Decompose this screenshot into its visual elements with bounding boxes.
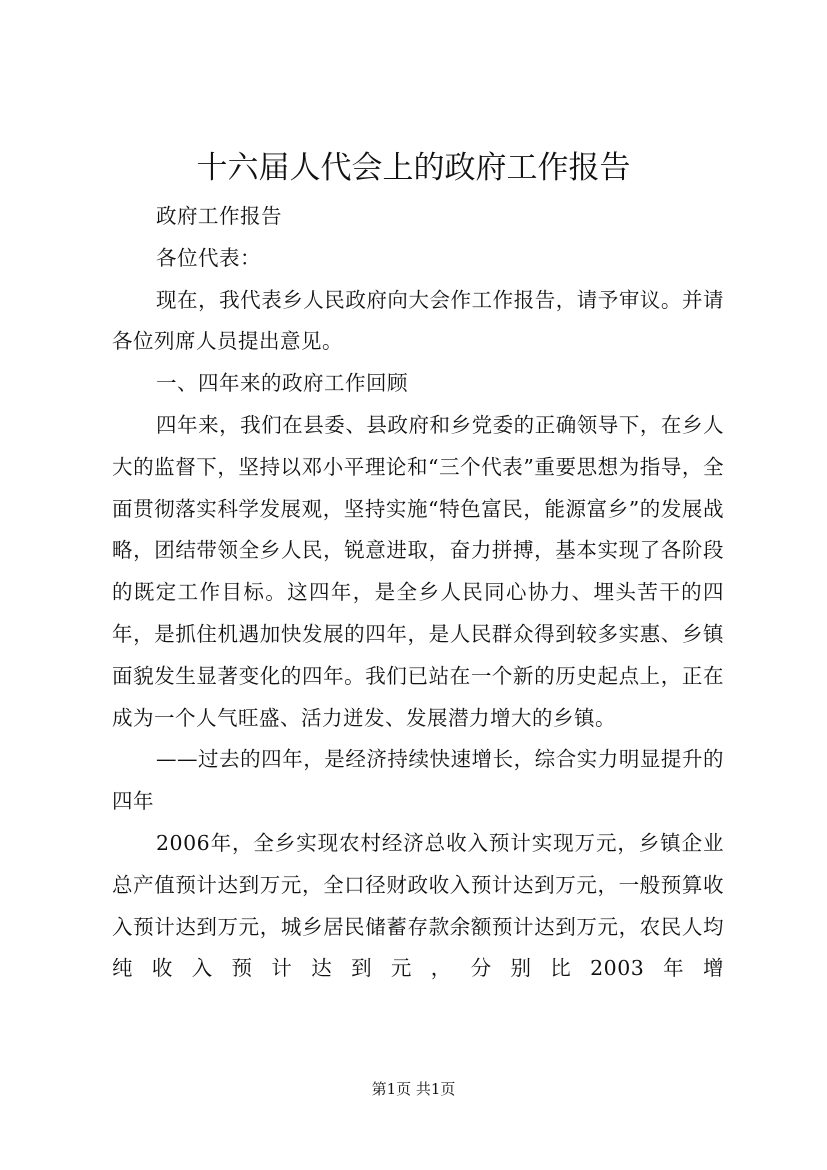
document-body xyxy=(112,196,724,990)
paragraph-review: 四年来，我们在县委、县政府和乡党委的正确领导下，在乡人大的监督下，坚持以邓小平理论和“三个代表”重要思想为指导，全面贯彻落实科学发展观，坚持实施“特色富民，能源富乡”的发展战略，团结带领全乡人民，锐意进取，奋力拼搏，基本实现了各阶段的既定工作目标。这四年，是全乡人民同心协力、埋头苦干的四年，是抓住机遇加快发展的四年，是人民群众得到较多实惠、乡镇面貌发生显著变化的四年。我们已站在一个新的历史起点上，正在成为一个人气旺盛、活力迸发、发展潜力增大的乡镇。 xyxy=(112,412,724,730)
paragraph-section-heading: 一、四年来的政府工作回顾 xyxy=(156,371,408,396)
paragraph-subtitle: 政府工作报告 xyxy=(156,204,282,228)
paragraph-opening: 现在，我代表乡人民政府向大会作工作报告，请予审议。并请各位列席人员提出意见。 xyxy=(112,287,724,354)
document-title: 十六届人代会上的政府工作报告 xyxy=(196,150,631,186)
paragraph-salutation: 各位代表： xyxy=(156,245,261,270)
paragraph-statistics: 2006年，全乡实现农村经济总收入预计实现万元，乡镇企业总产值预计达到万元，全口径财政收入预计达到万元，一般预算收入预计达到万元，城乡居民储蓄存款余额预计达到万元，农民人均纯收入预计达到元，分别比2003年增 xyxy=(112,830,724,981)
page-footer: 第1页 共1页 xyxy=(371,1080,456,1098)
paragraph-subheading: ——过去的四年，是经济持续快速增长，综合实力明显提升的四年 xyxy=(112,747,724,814)
